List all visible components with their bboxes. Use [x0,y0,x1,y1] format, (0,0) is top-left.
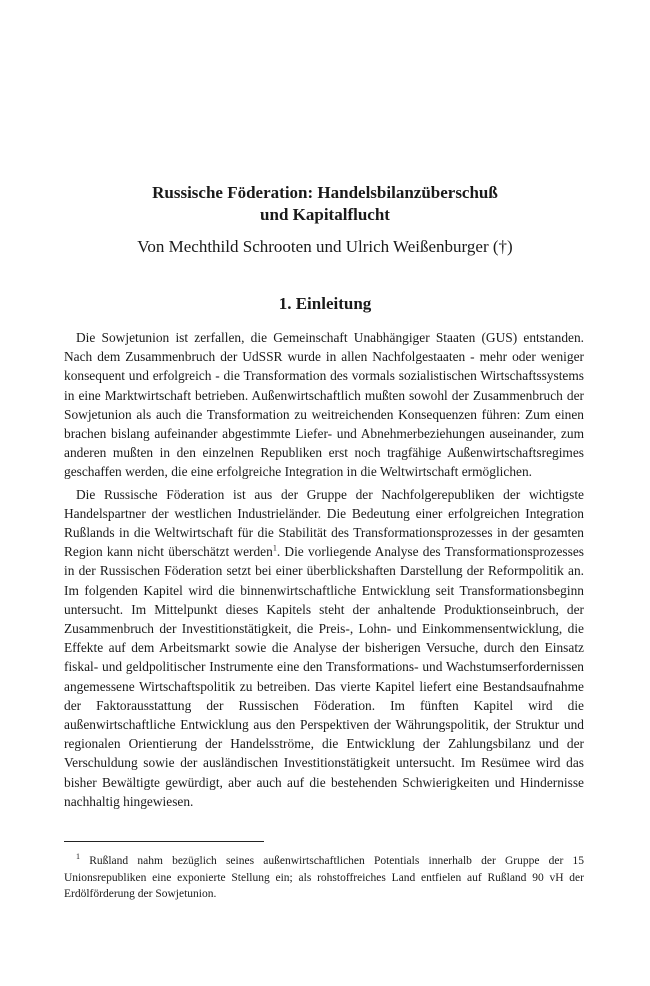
paragraph-2 [64,485,584,811]
paragraph-2-part-1: Die Russische Föderation ist aus der Gruppe der Nachfolgerepubliken der wichtigste Handelspartner der westlichen Industrieländer. Die Bedeutung einer erfolgreichen Integration Rußlands in die Weltwirtschaft für die Stabilität des Transformationsprozesses in der gesamten Region kann nicht überschätzt werden [64,486,584,560]
authors-line: Von Mechthild Schrooten und Ulrich Weißenburger (†) [137,237,513,256]
footnote-text: Rußland nahm bezüglich seines außenwirtschaftlichen Potentials innerhalb der Gruppe der 15 Unionsrepubliken eine exponierte Stellung ein; als rohstoffreiches Land entfielen auf Rußland 90 vH der Erdölförderung der Sowjetunion. [64,855,585,900]
paragraph-2-part-2: . Die vorliegende Analyse des Transformationsprozesses in der Russischen Föderation setzt bei einer überblickshaften Darstellung der Reformpolitik an. Im folgenden Kapitel wird die binnenwirtschaftliche Entwicklung seit Transformationsbeginn untersucht. Im Mittelpunkt dieses Kapitels steht der anhaltende Produktionseinbruch, der Zusammenbruch der Investitionstätigkeit, die Preis-, Lohn- und Einkommensentwicklung, die Effekte auf dem Arbeitsmarkt sowie die Analyse der bisherigen Versuche, durch den Einsatz fiskal- und geldpolitischer Instrumente eine den Transformations- und Wachstumserfordernissen angemessene Wirtschaftspolitik zu betreiben. Das vierte Kapitel liefert eine Bestandsaufnahme der Faktorausstattung der Russischen Föderation. Im fünften Kapitel wird die außenwirtschaftliche Entwicklung aus den Perspektiven der Währungspolitik, der Struktur und regionalen Orientierung der Handelsströme, die Entwicklung der Zahlungsbilanz und der Verschuldung sowie der ausländischen Investitionstätigkeit untersucht. Im Resümee wird das bisher Bewältigte gewürdigt, aber auch auf die bestehenden Schwierigkeiten und Hindernisse nachhaltig hingewiesen. [64,544,584,809]
footnote-reference[interactable]: 1 [272,543,277,553]
footnote-divider [64,841,264,842]
title-line-2: und Kapitalflucht [260,205,390,224]
body-text [64,328,584,814]
footnote [64,853,584,903]
title-line-1: Russische Föderation: Handelsbilanzüberschuß [152,183,498,202]
paragraph-1: Die Sowjetunion ist zerfallen, die Gemeinschaft Unabhängiger Staaten (GUS) entstanden. Nach dem Zusammenbruch der UdSSR wurde in allen Nachfolgestaaten - mehr oder weniger konsequent und erfolgreich - die Transformation des vormals sozialistischen Wirtschaftssystems in eine Marktwirtschaft betrieben. Außenwirtschaftlich mußten sowohl der Zusammenbruch der Sowjetunion als auch die Transformation zu weitreichenden Konsequenzen führen: Zum einen brachen bislang aufeinander abgestimmte Liefer- und Abnehmerbeziehungen auseinander, zum anderen mußten in den einzelnen Republiken erst noch tragfähige Außenwirtschaftsregimes geschaffen werden, die eine erfolgreiche Integration in die Weltwirtschaft ermöglichen. [64,330,584,480]
footnote-mark: 1 [76,852,80,862]
article-title [0,182,650,226]
section-heading: 1. Einleitung [278,294,372,313]
